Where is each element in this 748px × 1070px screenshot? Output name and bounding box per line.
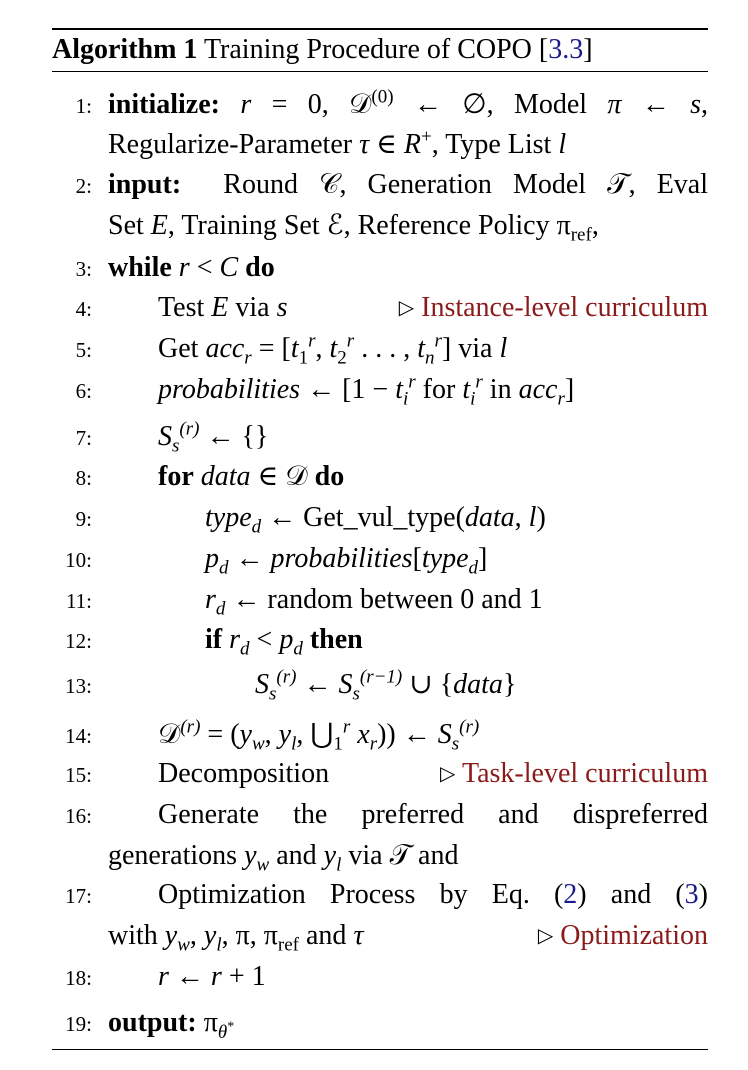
line-number: 16: — [65, 804, 92, 828]
line-number: 8: — [75, 466, 92, 490]
algo-line-7: $S_s^{(r)}$ ← {} — [158, 418, 269, 457]
keyword-input: input: — [108, 169, 182, 200]
algo-line-1: initialize: r = 0, 𝒟$^{(0)}$ ← ∅, Model π ← s, — [108, 86, 709, 120]
algo-line-3: while r < C do — [108, 252, 275, 283]
line-number: 10: — [65, 548, 92, 572]
algo-line-16: Generate the preferred and dispreferred — [158, 799, 708, 830]
algo-line-18: r ← r + 1 — [158, 961, 266, 992]
line-number: 2: — [75, 174, 92, 198]
algo-line-12: if $r_d < p_d$ then — [205, 624, 363, 660]
algo-line-1-cont: Regularize-Parameter τ ∈ R+, Type List l — [108, 126, 567, 160]
line-number: 13: — [65, 674, 92, 698]
algo-line-6: probabilities ← [$1 - t_i^r$ for $t_i^r$ in acc$_r$] — [158, 371, 575, 410]
algo-line-11: $r_d$ ← random between 0 and 1 — [205, 584, 543, 620]
line-number: 12: — [65, 629, 92, 653]
caption-rule — [52, 71, 708, 72]
eq2-link[interactable]: 2 — [563, 879, 578, 910]
algorithm-title: Training Procedure of COPO — [203, 34, 532, 65]
algo-line-15: Decomposition ▷ Task-level curriculum — [158, 758, 708, 789]
algo-line-9: type$_d$ ← Get_vul_type(data, l) — [205, 502, 546, 538]
line-number: 14: — [65, 724, 92, 748]
algo-line-17: Optimization Process by Eq. (2) and (3) — [158, 879, 708, 910]
line-number: 3: — [75, 257, 92, 281]
comment-optimization: Optimization — [560, 920, 708, 951]
algo-line-16-cont: generations $y_w$ and $y_l$ via 𝒯 and — [108, 840, 459, 876]
algo-line-5: Get $acc_r = [t_1^r$, $t_2^r$ . . . , $t_n^r$] via l — [158, 330, 508, 369]
line-number: 4: — [75, 297, 92, 321]
algo-line-19: output: $\pi_{\theta^*}$ — [108, 1007, 235, 1043]
line-number: 15: — [65, 763, 92, 787]
line-number: 18: — [65, 966, 92, 990]
comment-triangle-icon: ▷ — [398, 297, 415, 319]
keyword-initialize: initialize: — [108, 89, 220, 120]
line-number: 5: — [75, 338, 92, 362]
comment-triangle-icon: ▷ — [440, 763, 456, 785]
algorithm-label: Algorithm 1 — [52, 34, 198, 65]
line-number: 1: — [75, 94, 92, 118]
line-number: 6: — [75, 379, 92, 403]
algo-line-14: 𝒟$^{(r)}$ = ($y_w$, $y_l$, $⋃_1^r$ $x_r$)) ← $S_s^{(r)}$ — [158, 716, 480, 755]
comment-triangle-icon: ▷ — [537, 925, 554, 947]
algo-line-4: Test E via s ▷ Instance-level curriculum — [158, 292, 708, 323]
section-ref-link[interactable]: 3.3 — [548, 34, 584, 65]
comment-instance: Instance-level curriculum — [421, 292, 708, 323]
line-number: 17: — [65, 884, 92, 908]
bottom-rule — [52, 1049, 708, 1050]
algo-line-2-cont: Set E, Training Set ℰ, Reference Policy $\pi_{ref}$, — [108, 210, 599, 246]
algo-line-10: $p_d$ ← probabilities[type$_d$] — [205, 543, 488, 579]
line-number: 9: — [75, 507, 92, 531]
line-number: 7: — [75, 426, 92, 450]
algo-line-17-cont: with $y_w$, $y_l$, π, $\pi_{ref}$ and τ ▷ Optimization — [108, 920, 708, 956]
comment-task: Task-level curriculum — [461, 758, 708, 789]
top-rule — [52, 28, 708, 30]
line-number: 11: — [65, 589, 92, 613]
algo-line-13: $S_s^{(r)}$ ← $S_s^{(r-1)}$ ∪ {data} — [255, 666, 517, 705]
algorithm-caption: Algorithm 1 Training Procedure of COPO [3.3] — [52, 34, 593, 65]
eq3-link[interactable]: 3 — [684, 879, 699, 910]
algo-line-8: for data ∈ 𝒟 do — [158, 461, 345, 492]
line-number: 19: — [65, 1012, 92, 1036]
algo-line-2: input: Round 𝒞, Generation Model 𝒯, Eval — [108, 169, 708, 200]
